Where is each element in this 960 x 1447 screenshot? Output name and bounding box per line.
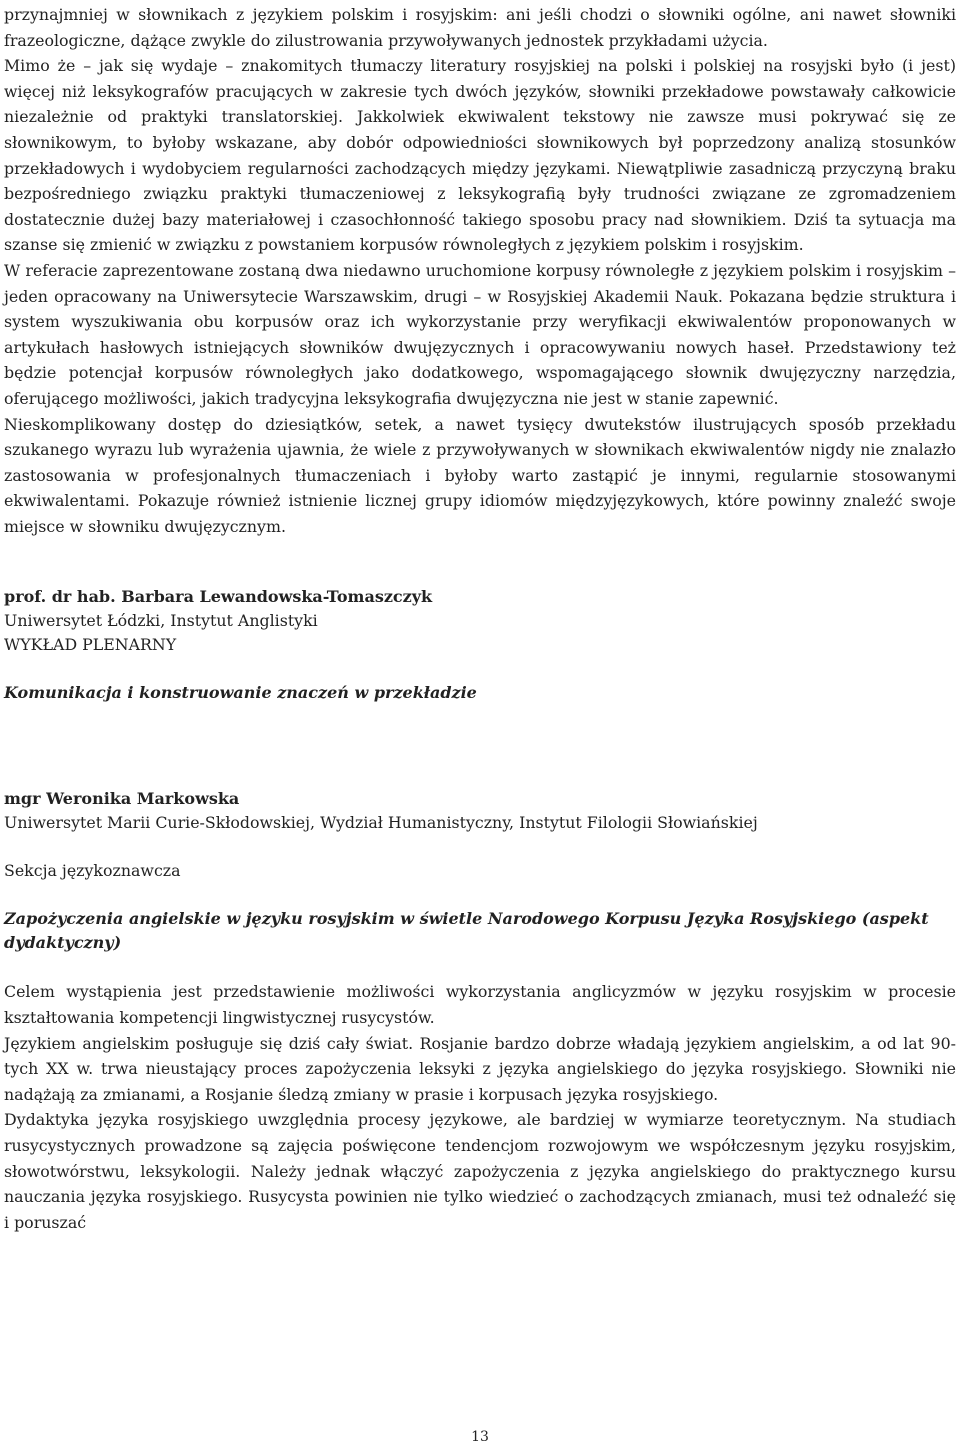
body-paragraph: Dydaktyka języka rosyjskiego uwzględnia procesy językowe, ale bardziej w wymiarze teoretycznym. Na studiach rusycystycznych prowadzone są zajęcia poświęcone tendencjom rozwojowym we współczesnym języku rosyjskim, słowotwórstwu, leksykologii. Należy jednak włączyć zapożyczenia z języka angielskiego do praktycznego kursu nauczania języka rosyjskiego. Rusycysta powinien nie tylko wiedzieć o zachodzących zmianach, musi też odnaleźć się i poruszać [4,1110,956,1232]
speaker-affiliation: Uniwersytet Łódzki, Instytut Anglistyki [4,611,318,631]
speaker-name: mgr Weronika Markowska [4,789,240,809]
spacer [4,657,956,681]
session-label: WYKŁAD PLENARNY [4,635,177,655]
spacer [4,835,956,859]
body-paragraph: Nieskomplikowany dostęp do dziesiątków, setek, a nawet tysięcy dwutekstów ilustrujących sposób przekładu szukanego wyrazu lub wyrażenia ujawnia, że wiele z przywoływanych w słownikach ekwiwalentów nigdy nie znalazło zastosowania w profesjonalnych tłumaczeniach i byłoby warto zastąpić je innymi, regularnie stosowanymi ekwiwalentami. Pokazuje również istnienie licznej grupy idiomów międzyjęzykowych, które powinny znaleźć swoje miejsce w słowniku dwujęzycznym. [4,414,956,536]
body-paragraph: Celem wystąpienia jest przedstawienie możliwości wykorzystania anglicyzmów w języku rosyjskim w procesie kształtowania kompetencji lingwistycznej rusycystów. [4,982,956,1028]
session-label: Sekcja językoznawcza [4,861,181,881]
spacer [4,705,956,751]
body-paragraph: przynajmniej w słownikach z językiem polskim i rosyjskim: ani jeśli chodzi o słowniki ogólne, ani nawet słowniki frazeologiczne, dążące zwykle do zilustrowania przywoływanych jednostek przykładami użycia. [4,5,956,50]
body-paragraph: Językiem angielskim posługuje się dziś cały świat. Rosjanie bardzo dobrze władają językiem angielskim, a od lat 90-tych XX w. trwa nieustający proces zapożyczenia leksyki z języka angielskiego do języka rosyjskiego. Słowniki nie nadążają za zmianami, a Rosjanie śledzą zmiany w prasie i korpusach języka rosyjskiego. [4,1033,956,1104]
spacer [4,955,956,979]
page-number: 13 [471,1429,489,1445]
spacer [4,539,956,585]
speaker-affiliation: Uniwersytet Marii Curie-Skłodowskiej, Wydział Humanistyczny, Instytut Filologii Słowiańskiej [4,813,758,833]
body-paragraph: W referacie zaprezentowane zostaną dwa niedawno uruchomione korpusy równoległe z językiem polskim i rosyjskim – jeden opracowany na Uniwersytecie Warszawskim, drugi – w Rosyjskiej Akademii Nauk. Pokazana będzie struktura i system wyszukiwania obu korpusów oraz ich wykorzystanie przy weryfikacji ekwiwalentów proponowanych w artykułach hasłowych istniejących słowników dwujęzycznych i opracowywaniu nowych haseł. Przedstawiony też będzie potencjał korpusów równoległych jako dodatkowego, wspomagającego słownik dwujęzyczny narzędzia, oferującego możliwości, jakich tradycyjna leksykografia dwujęzyczna nie jest w stanie zapewnić. [4,260,956,408]
talk-title: Komunikacja i konstruowanie znaczeń w przekładzie [4,683,477,703]
spacer [4,883,956,907]
body-paragraph: Mimo że – jak się wydaje – znakomitych tłumaczy literatury rosyjskiej na polski i polskiej na rosyjski było (i jest) więcej niż leksykografów pracujących w zakresie tych dwóch języków, słowniki przekładowe powstawały całkowicie niezależnie od praktyki translatorskiej. Jakkolwiek ekwiwalent tekstowy nie zawsze musi pokrywać się ze słownikowym, to byłoby wskazane, aby dobór odpowiedniości słownikowych był poprzedzony analizą stosunków przekładowych i wydobyciem regularności zachodzących między językami. Niewątpliwie zasadniczą przyczyną braku bezpośredniego związku praktyki tłumaczeniowej z leksykografią były trudności związane ze zgromadzeniem dostatecznie dużej bazy materiałowej i czasochłonność takiego sposobu pracy nad słownikiem. Dziś ta sytuacja ma szanse się zmienić w związku z powstaniem korpusów równoległych z językiem polskim i rosyjskim. [4,56,956,255]
talk-title: Zapożyczenia angielskie w języku rosyjskim w świetle Narodowego Korpusu Języka Rosyjskiego (aspekt dydaktyczny) [4,909,929,953]
speaker-name: prof. dr hab. Barbara Lewandowska-Tomaszczyk [4,587,433,607]
spacer [4,751,956,787]
